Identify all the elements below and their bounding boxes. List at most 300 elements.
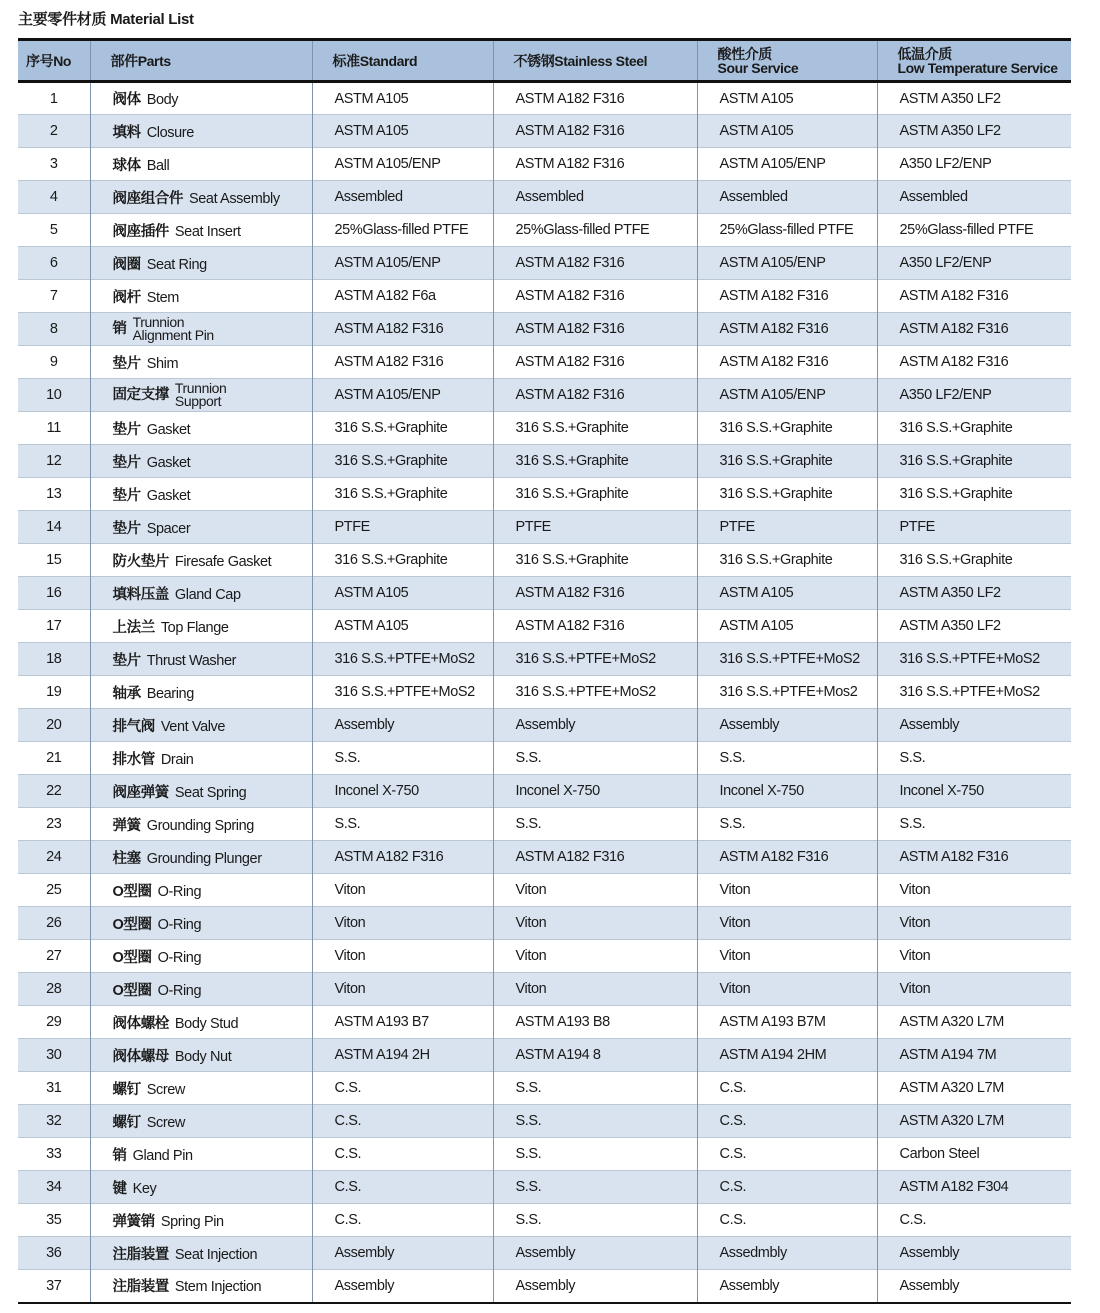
cell-low-temperature-service: Viton [877, 973, 1071, 1006]
cell-standard: ASTM A182 F316 [312, 841, 493, 874]
cell-standard: Assembled [312, 181, 493, 214]
cell-no: 18 [46, 651, 62, 667]
cell-low-temperature-service: ASTM A182 F316 [877, 280, 1071, 313]
cell-low-temperature-service: S.S. [877, 808, 1071, 841]
part-name-cn: 阀座组合件 [112, 190, 183, 207]
cell-sour-service: ASTM A105/ENP [697, 379, 877, 412]
cell-sour-service: 316 S.S.+Graphite [697, 412, 877, 445]
cell-parts [90, 973, 312, 1006]
cell-stainless-steel: S.S. [493, 742, 697, 775]
cell-stainless-steel: S.S. [493, 1204, 697, 1237]
cell-no: 1 [49, 90, 58, 107]
cell-standard: 316 S.S.+Graphite [312, 544, 493, 577]
part-name-cn: 垫片 [112, 355, 141, 372]
cell-sour-service: ASTM A193 B7M [697, 1006, 877, 1039]
cell-stainless-steel: 25%Glass-filled PTFE [493, 214, 697, 247]
cell-parts [90, 280, 312, 313]
cell-sour-service: Assedmbly [697, 1237, 877, 1270]
cell-no: 4 [49, 189, 58, 205]
cell-stainless-steel: ASTM A182 F316 [493, 313, 697, 346]
cell-parts [90, 1039, 312, 1072]
table-row [18, 841, 1071, 874]
cell-low-temperature-service: Viton [877, 874, 1071, 907]
cell-parts [90, 379, 312, 412]
cell-standard: S.S. [312, 742, 493, 775]
cell-parts [90, 1237, 312, 1270]
cell-standard: S.S. [312, 808, 493, 841]
part-name-en: Seat Ring [146, 256, 207, 273]
table-row [18, 313, 1071, 346]
cell-sour-service: ASTM A182 F316 [697, 280, 877, 313]
part-name-cn: 上法兰 [112, 619, 155, 636]
cell-no: 13 [46, 486, 62, 502]
cell-no: 36 [46, 1245, 62, 1261]
cell-parts [90, 610, 312, 643]
table-row [18, 940, 1071, 973]
part-name-cn: O型圈 [112, 982, 152, 999]
cell-sour-service: C.S. [697, 1072, 877, 1105]
cell-standard: C.S. [312, 1072, 493, 1105]
cell-low-temperature-service: ASTM A182 F316 [877, 313, 1071, 346]
cell-sour-service: C.S. [697, 1204, 877, 1237]
table-row [18, 610, 1071, 643]
cell-no: 29 [46, 1014, 62, 1030]
part-name-en: Body Stud [174, 1015, 239, 1032]
part-name-en: Shim [146, 355, 179, 372]
part-name-cn: 防火垫片 [112, 553, 169, 570]
part-name-en: Thrust Washer [146, 652, 237, 669]
cell-parts [90, 445, 312, 478]
table-row [18, 511, 1071, 544]
part-name-en: Firesafe Gasket [174, 553, 272, 570]
cell-parts [90, 115, 312, 148]
part-name-cn: 阀体螺栓 [112, 1015, 169, 1032]
part-name-en: Top Flange [160, 619, 229, 636]
part-name-en: Screw [146, 1114, 185, 1131]
cell-parts [90, 841, 312, 874]
cell-parts [90, 346, 312, 379]
cell-parts [90, 247, 312, 280]
cell-no: 30 [46, 1047, 62, 1063]
cell-low-temperature-service: ASTM A350 LF2 [877, 610, 1071, 643]
table-row [18, 1237, 1071, 1270]
cell-no: 11 [46, 420, 61, 436]
cell-stainless-steel: Assembled [493, 181, 697, 214]
cell-standard: 316 S.S.+Graphite [312, 412, 493, 445]
cell-sour-service: ASTM A194 2HM [697, 1039, 877, 1072]
cell-no: 25 [46, 882, 62, 898]
cell-standard: 316 S.S.+PTFE+MoS2 [312, 676, 493, 709]
cell-low-temperature-service: A350 LF2/ENP [877, 379, 1071, 412]
header-stainless-steel: 不锈钢Stainless Steel [493, 40, 697, 82]
part-name-cn: 排水管 [112, 751, 155, 768]
cell-low-temperature-service: ASTM A320 L7M [877, 1105, 1071, 1138]
cell-no: 12 [46, 453, 62, 469]
cell-stainless-steel: Assembly [493, 709, 697, 742]
cell-parts [90, 709, 312, 742]
part-name-en: Trunnion Support [174, 380, 227, 409]
cell-parts [90, 907, 312, 940]
part-name-cn: 垫片 [112, 487, 141, 504]
cell-parts [90, 1072, 312, 1105]
cell-standard: ASTM A105 [312, 577, 493, 610]
cell-stainless-steel: S.S. [493, 1171, 697, 1204]
cell-parts [90, 1270, 312, 1303]
cell-stainless-steel: ASTM A193 B8 [493, 1006, 697, 1039]
cell-sour-service: Viton [697, 973, 877, 1006]
cell-sour-service: 25%Glass-filled PTFE [697, 214, 877, 247]
cell-no: 20 [46, 717, 62, 733]
part-name-cn: 球体 [112, 157, 141, 174]
cell-sour-service: ASTM A182 F316 [697, 313, 877, 346]
cell-low-temperature-service: 316 S.S.+Graphite [877, 544, 1071, 577]
table-row [18, 1006, 1071, 1039]
cell-sour-service: ASTM A182 F316 [697, 841, 877, 874]
cell-stainless-steel: ASTM A182 F316 [493, 280, 697, 313]
table-row [18, 148, 1071, 181]
table-row [18, 214, 1071, 247]
cell-low-temperature-service: Assembly [877, 1237, 1071, 1270]
cell-low-temperature-service: ASTM A350 LF2 [877, 115, 1071, 148]
cell-low-temperature-service: Assembled [877, 181, 1071, 214]
part-name-cn: 垫片 [112, 520, 141, 537]
cell-stainless-steel: S.S. [493, 1105, 697, 1138]
cell-parts [90, 676, 312, 709]
part-name-en: Grounding Plunger [146, 850, 262, 867]
cell-no: 3 [49, 156, 58, 172]
cell-low-temperature-service: ASTM A194 7M [877, 1039, 1071, 1072]
cell-low-temperature-service: ASTM A350 LF2 [877, 82, 1071, 115]
cell-parts [90, 412, 312, 445]
cell-stainless-steel: Viton [493, 907, 697, 940]
cell-parts [90, 544, 312, 577]
cell-standard: ASTM A105/ENP [312, 247, 493, 280]
cell-no: 28 [46, 981, 62, 997]
cell-no: 15 [46, 552, 62, 568]
cell-standard: Assembly [312, 709, 493, 742]
cell-low-temperature-service: 25%Glass-filled PTFE [877, 214, 1071, 247]
cell-no: 26 [46, 915, 62, 931]
part-name-en: Seat Insert [174, 223, 241, 240]
part-name-en: Closure [146, 124, 194, 141]
part-name-en: Stem Injection [174, 1279, 262, 1296]
cell-stainless-steel: 316 S.S.+Graphite [493, 478, 697, 511]
part-name-en: O-Ring [157, 883, 202, 900]
cell-no: 2 [49, 123, 58, 139]
part-name-cn: 阀体螺母 [112, 1048, 169, 1065]
table-row [18, 1138, 1071, 1171]
cell-standard: ASTM A105/ENP [312, 379, 493, 412]
table-row [18, 379, 1071, 412]
header-standard: 标准Standard [312, 40, 493, 82]
table-row [18, 115, 1071, 148]
cell-low-temperature-service: ASTM A182 F304 [877, 1171, 1071, 1204]
cell-parts [90, 82, 312, 115]
part-name-cn: 螺钉 [112, 1114, 141, 1131]
table-row [18, 478, 1071, 511]
cell-no: 21 [46, 750, 62, 766]
cell-sour-service: C.S. [697, 1171, 877, 1204]
part-name-en: Gland Cap [174, 586, 241, 603]
cell-parts [90, 1138, 312, 1171]
cell-stainless-steel: 316 S.S.+PTFE+MoS2 [493, 643, 697, 676]
cell-no: 6 [49, 255, 58, 271]
cell-no: 33 [46, 1146, 62, 1162]
cell-low-temperature-service: A350 LF2/ENP [877, 247, 1071, 280]
part-name-en: Stem [146, 289, 179, 306]
cell-no: 32 [46, 1113, 62, 1129]
cell-sour-service: 316 S.S.+Graphite [697, 478, 877, 511]
table-row [18, 643, 1071, 676]
page-title: 主要零件材质 Material List [18, 11, 194, 28]
cell-no: 22 [46, 783, 62, 799]
cell-no: 7 [49, 288, 58, 304]
cell-standard: 316 S.S.+Graphite [312, 445, 493, 478]
table-row [18, 808, 1071, 841]
cell-low-temperature-service: Viton [877, 940, 1071, 973]
cell-low-temperature-service: ASTM A320 L7M [877, 1006, 1071, 1039]
part-name-cn: 螺钉 [112, 1081, 141, 1098]
cell-standard: 25%Glass-filled PTFE [312, 214, 493, 247]
part-name-cn: 阀体 [112, 92, 141, 108]
cell-sour-service: 316 S.S.+Graphite [697, 544, 877, 577]
cell-parts [90, 577, 312, 610]
cell-stainless-steel: ASTM A182 F316 [493, 82, 697, 115]
table-row [18, 544, 1071, 577]
cell-low-temperature-service: 316 S.S.+Graphite [877, 445, 1071, 478]
cell-sour-service: ASTM A105 [697, 577, 877, 610]
cell-sour-service: Viton [697, 940, 877, 973]
part-name-cn: 垫片 [112, 421, 141, 438]
cell-sour-service: 316 S.S.+Graphite [697, 445, 877, 478]
cell-no: 10 [46, 387, 62, 403]
cell-standard: ASTM A193 B7 [312, 1006, 493, 1039]
cell-stainless-steel: ASTM A182 F316 [493, 115, 697, 148]
cell-sour-service: C.S. [697, 1105, 877, 1138]
cell-stainless-steel: ASTM A182 F316 [493, 148, 697, 181]
part-name-en: Drain [160, 751, 194, 768]
cell-no: 27 [46, 948, 62, 964]
part-name-en: Key [132, 1180, 157, 1197]
part-name-en: Gasket [146, 421, 191, 438]
part-name-en: Grounding Spring [146, 817, 254, 834]
cell-stainless-steel: ASTM A182 F316 [493, 379, 697, 412]
part-name-cn: 固定支撑 [112, 386, 169, 403]
cell-standard: Inconel X-750 [312, 775, 493, 808]
table-row [18, 181, 1071, 214]
cell-no: 17 [46, 618, 62, 634]
part-name-en: Vent Valve [160, 718, 226, 735]
cell-no: 19 [46, 684, 62, 700]
part-name-en: Ball [146, 157, 170, 174]
cell-stainless-steel: 316 S.S.+Graphite [493, 445, 697, 478]
cell-sour-service: Assembled [697, 181, 877, 214]
cell-stainless-steel: Assembly [493, 1237, 697, 1270]
cell-low-temperature-service: PTFE [877, 511, 1071, 544]
cell-standard: Assembly [312, 1270, 493, 1303]
cell-standard: ASTM A105 [312, 82, 493, 115]
part-name-en: Gasket [146, 454, 191, 471]
cell-low-temperature-service: ASTM A182 F316 [877, 841, 1071, 874]
part-name-cn: 键 [112, 1180, 127, 1197]
part-name-en: O-Ring [157, 982, 202, 999]
part-name-cn: 填料 [112, 124, 141, 141]
table-row [18, 1204, 1071, 1237]
part-name-cn: O型圈 [112, 883, 152, 900]
cell-no: 5 [49, 222, 58, 238]
table-row [18, 577, 1071, 610]
cell-standard: Viton [312, 907, 493, 940]
part-name-en: Seat Assembly [189, 190, 280, 207]
table-row [18, 973, 1071, 1006]
table-row [18, 775, 1071, 808]
cell-standard: ASTM A105 [312, 115, 493, 148]
cell-parts [90, 313, 312, 346]
material-list-table [18, 38, 1071, 1304]
cell-parts [90, 742, 312, 775]
cell-no: 37 [46, 1277, 62, 1294]
cell-stainless-steel: PTFE [493, 511, 697, 544]
cell-no: 16 [46, 585, 62, 601]
cell-parts [90, 511, 312, 544]
part-name-cn: 垫片 [112, 454, 141, 471]
table-row [18, 445, 1071, 478]
cell-sour-service: Viton [697, 874, 877, 907]
cell-standard: ASTM A182 F316 [312, 313, 493, 346]
table-row [18, 742, 1071, 775]
cell-standard: ASTM A194 2H [312, 1039, 493, 1072]
cell-parts [90, 148, 312, 181]
part-name-cn: 销 [112, 320, 127, 337]
cell-sour-service: ASTM A105/ENP [697, 247, 877, 280]
part-name-cn: 阀杆 [112, 289, 141, 306]
header-parts: 部件Parts [90, 40, 312, 82]
part-name-en: Trunnion Alignment Pin [132, 314, 214, 343]
table-row [18, 412, 1071, 445]
cell-low-temperature-service: Assembly [877, 709, 1071, 742]
cell-low-temperature-service: ASTM A182 F316 [877, 346, 1071, 379]
table-row [18, 82, 1071, 115]
cell-low-temperature-service: ASTM A350 LF2 [877, 577, 1071, 610]
part-name-cn: O型圈 [112, 916, 152, 933]
cell-standard: 316 S.S.+PTFE+MoS2 [312, 643, 493, 676]
table-row [18, 1270, 1071, 1303]
cell-parts [90, 643, 312, 676]
cell-no: 14 [46, 519, 62, 535]
part-name-cn: 注脂装置 [112, 1246, 169, 1263]
cell-sour-service: 316 S.S.+PTFE+Mos2 [697, 676, 877, 709]
cell-low-temperature-service: ASTM A320 L7M [877, 1072, 1071, 1105]
cell-sour-service: Assembly [697, 709, 877, 742]
part-name-cn: 阀圈 [112, 256, 141, 273]
cell-no: 24 [46, 849, 62, 865]
cell-stainless-steel: Assembly [493, 1270, 697, 1303]
cell-standard: C.S. [312, 1204, 493, 1237]
part-name-en: Seat Injection [174, 1246, 258, 1263]
cell-standard: ASTM A182 F6a [312, 280, 493, 313]
cell-no: 9 [49, 354, 58, 370]
cell-parts [90, 1204, 312, 1237]
cell-standard: 316 S.S.+Graphite [312, 478, 493, 511]
cell-sour-service: ASTM A105 [697, 82, 877, 115]
cell-stainless-steel: ASTM A182 F316 [493, 841, 697, 874]
part-name-cn: 弹簧 [112, 817, 141, 834]
cell-low-temperature-service: 316 S.S.+Graphite [877, 478, 1071, 511]
part-name-en: O-Ring [157, 949, 202, 966]
cell-standard: C.S. [312, 1171, 493, 1204]
cell-stainless-steel: Viton [493, 973, 697, 1006]
part-name-cn: 阀座插件 [112, 223, 169, 240]
cell-standard: PTFE [312, 511, 493, 544]
cell-stainless-steel: S.S. [493, 808, 697, 841]
part-name-cn: 填料压盖 [112, 586, 169, 603]
cell-sour-service: Inconel X-750 [697, 775, 877, 808]
cell-standard: C.S. [312, 1138, 493, 1171]
part-name-cn: 注脂装置 [112, 1279, 169, 1296]
table-row [18, 1072, 1071, 1105]
table-row [18, 709, 1071, 742]
cell-low-temperature-service: Assembly [877, 1270, 1071, 1303]
cell-parts [90, 940, 312, 973]
cell-no: 23 [46, 816, 62, 832]
cell-low-temperature-service: 316 S.S.+PTFE+MoS2 [877, 643, 1071, 676]
part-name-en: Spring Pin [160, 1213, 224, 1230]
part-name-en: Body [146, 92, 179, 108]
table-row [18, 907, 1071, 940]
part-name-en: Bearing [146, 685, 194, 702]
cell-sour-service: S.S. [697, 808, 877, 841]
part-name-cn: 阀座弹簧 [112, 784, 169, 801]
cell-no: 34 [46, 1179, 62, 1195]
part-name-en: Gland Pin [132, 1147, 193, 1164]
header-sour-service: 酸性介质 Sour Service [697, 40, 877, 82]
cell-low-temperature-service: Viton [877, 907, 1071, 940]
cell-sour-service: PTFE [697, 511, 877, 544]
table-row [18, 280, 1071, 313]
cell-standard: Viton [312, 874, 493, 907]
cell-parts [90, 181, 312, 214]
table-row [18, 1105, 1071, 1138]
cell-low-temperature-service: 316 S.S.+PTFE+MoS2 [877, 676, 1071, 709]
cell-sour-service: Viton [697, 907, 877, 940]
cell-standard: ASTM A182 F316 [312, 346, 493, 379]
cell-parts [90, 808, 312, 841]
cell-parts [90, 478, 312, 511]
cell-stainless-steel: S.S. [493, 1072, 697, 1105]
cell-stainless-steel: ASTM A182 F316 [493, 577, 697, 610]
table-header-row [18, 40, 1071, 82]
cell-sour-service: ASTM A105 [697, 610, 877, 643]
cell-sour-service: Assembly [697, 1270, 877, 1303]
cell-stainless-steel: Viton [493, 940, 697, 973]
cell-sour-service: ASTM A182 F316 [697, 346, 877, 379]
cell-no: 8 [49, 321, 58, 337]
cell-sour-service: ASTM A105 [697, 115, 877, 148]
cell-sour-service: ASTM A105/ENP [697, 148, 877, 181]
cell-stainless-steel: ASTM A182 F316 [493, 346, 697, 379]
header-low-temperature-service: 低温介质 Low Temperature Service [877, 40, 1071, 82]
cell-low-temperature-service: C.S. [877, 1204, 1071, 1237]
cell-low-temperature-service: 316 S.S.+Graphite [877, 412, 1071, 445]
cell-low-temperature-service: Carbon Steel [877, 1138, 1071, 1171]
cell-parts [90, 874, 312, 907]
part-name-en: Body Nut [174, 1048, 232, 1065]
cell-stainless-steel: S.S. [493, 1138, 697, 1171]
part-name-cn: 柱塞 [112, 850, 141, 867]
cell-parts [90, 1006, 312, 1039]
table-row [18, 247, 1071, 280]
cell-low-temperature-service: Inconel X-750 [877, 775, 1071, 808]
